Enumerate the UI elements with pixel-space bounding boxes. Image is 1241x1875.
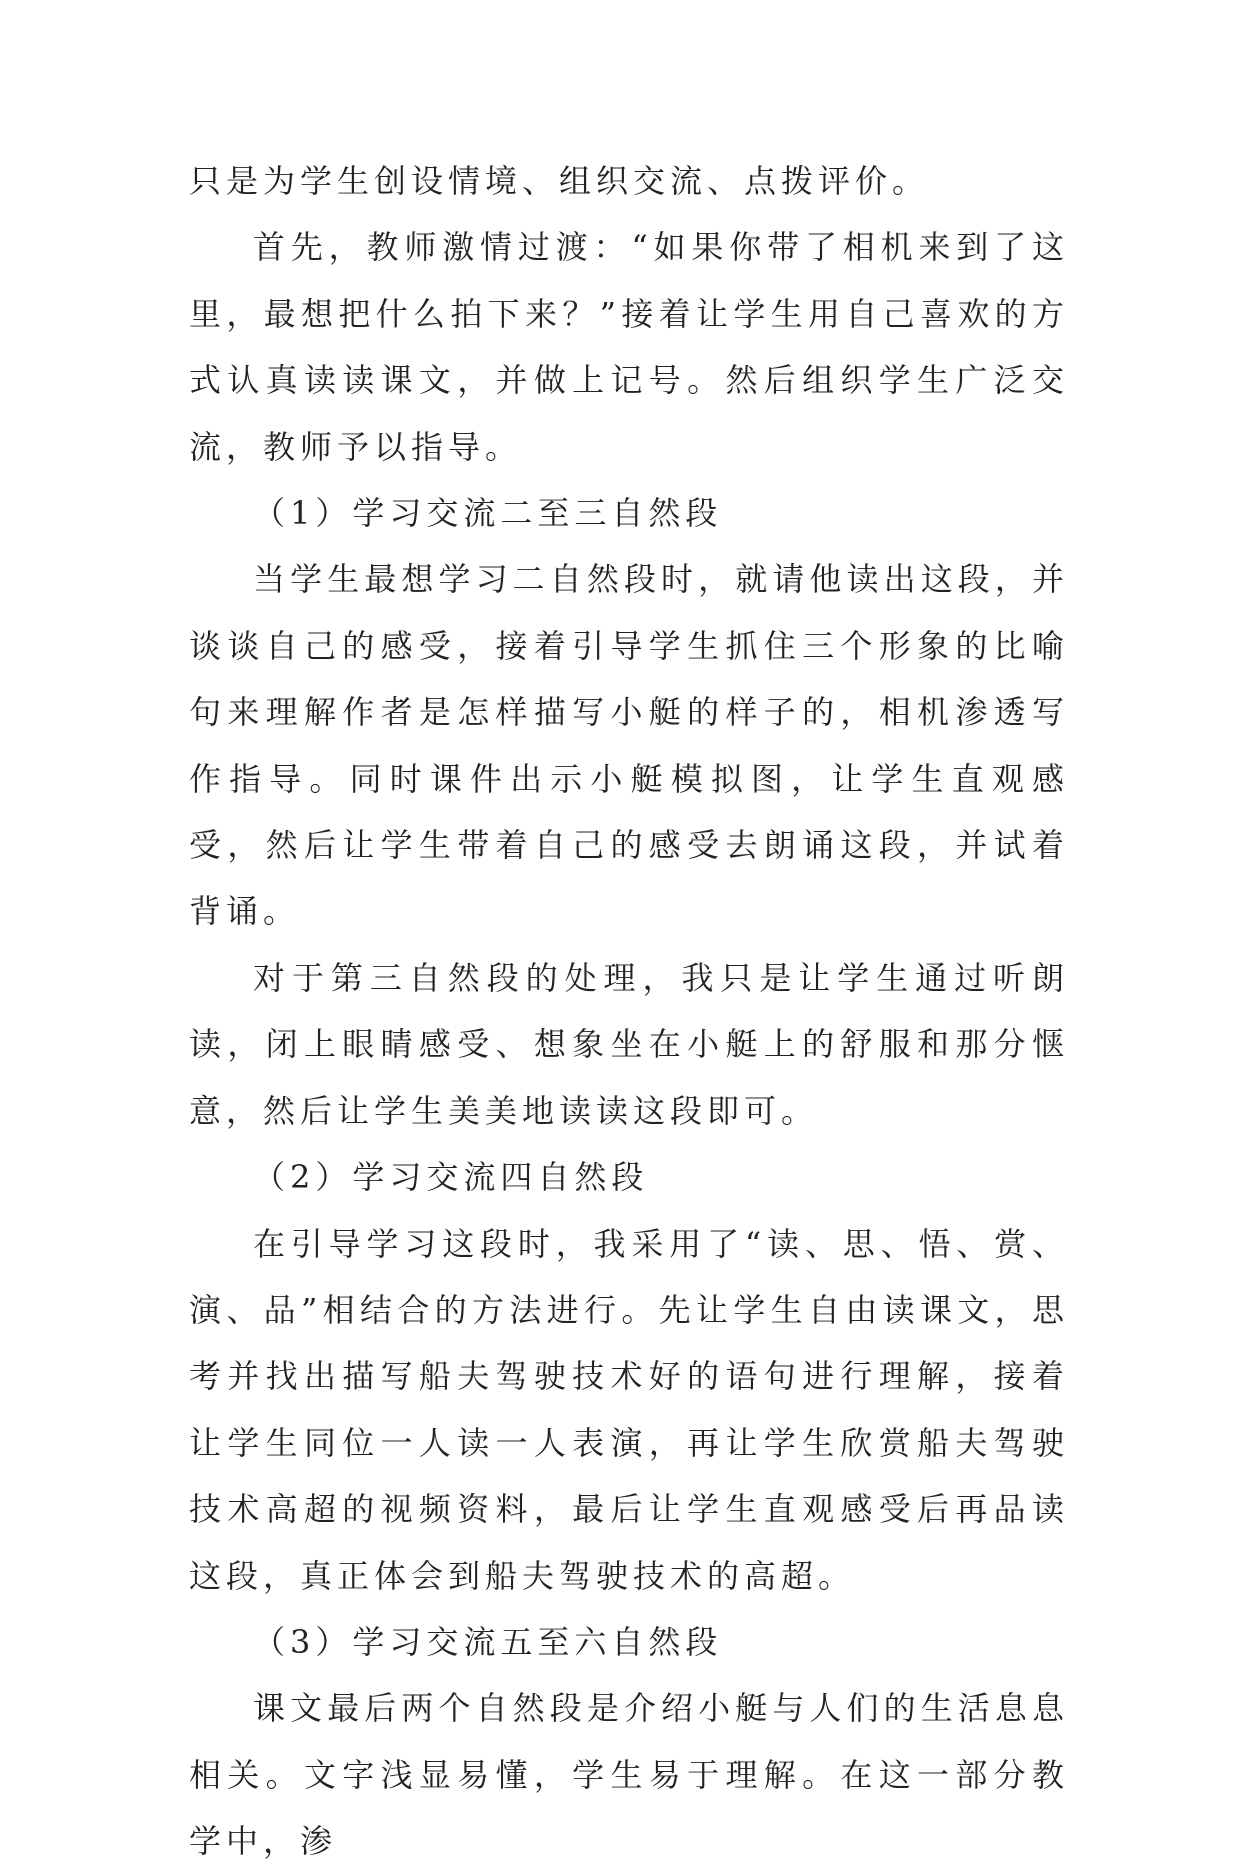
paragraph-section-4: 在引导学习这段时，我采用了“读、思、悟、赏、演、品”相结合的方法进行。先让学生自由读课文，思考并找出描写船夫驾驶技术好的语句进行理解，接着让学生同位一人读一人表演，再让学生欣赏船夫驾驶技术高超的视频资料，最后让学生直观感受后再品读这段，真正体会到船夫驾驶技术的高超。 xyxy=(189,1224,1069,1595)
body-text xyxy=(189,148,1069,1875)
paragraph-section-5-6: 课文最后两个自然段是介绍小艇与人们的生活息息相关。文字浅显易懂，学生易于理解。在这一部分教学中，渗 xyxy=(189,1689,1069,1861)
section-heading-2: （2）学习交流四自然段 xyxy=(253,1158,649,1197)
paragraph-continuation: 只是为学生创设情境、组织交流、点拨评价。 xyxy=(189,162,930,200)
section-heading-3: （3）学习交流五至六自然段 xyxy=(253,1622,723,1661)
paragraph-section-2: 当学生最想学习二自然段时，就请他读出这段，并谈谈自己的感受，接着引导学生抓住三个形象的比喻句来理解作者是怎样描写小艇的样子的，相机渗透写作指导。同时课件出示小艇模拟图，让学生直观感受，然后让学生带着自己的感受去朗诵这段，并试着背诵。 xyxy=(189,560,1069,931)
paragraph-intro-activity: 首先，教师激情过渡：“如果你带了相机来到了这里，最想把什么拍下来？”接着让学生用自己喜欢的方式认真读读课文，并做上记号。然后组织学生广泛交流，教师予以指导。 xyxy=(189,228,1069,466)
section-heading-1: （1）学习交流二至三自然段 xyxy=(253,494,723,533)
paragraph-section-3: 对于第三自然段的处理，我只是让学生通过听朗读，闭上眼睛感受、想象坐在小艇上的舒服和那分惬意，然后让学生美美地读读这段即可。 xyxy=(189,958,1069,1130)
